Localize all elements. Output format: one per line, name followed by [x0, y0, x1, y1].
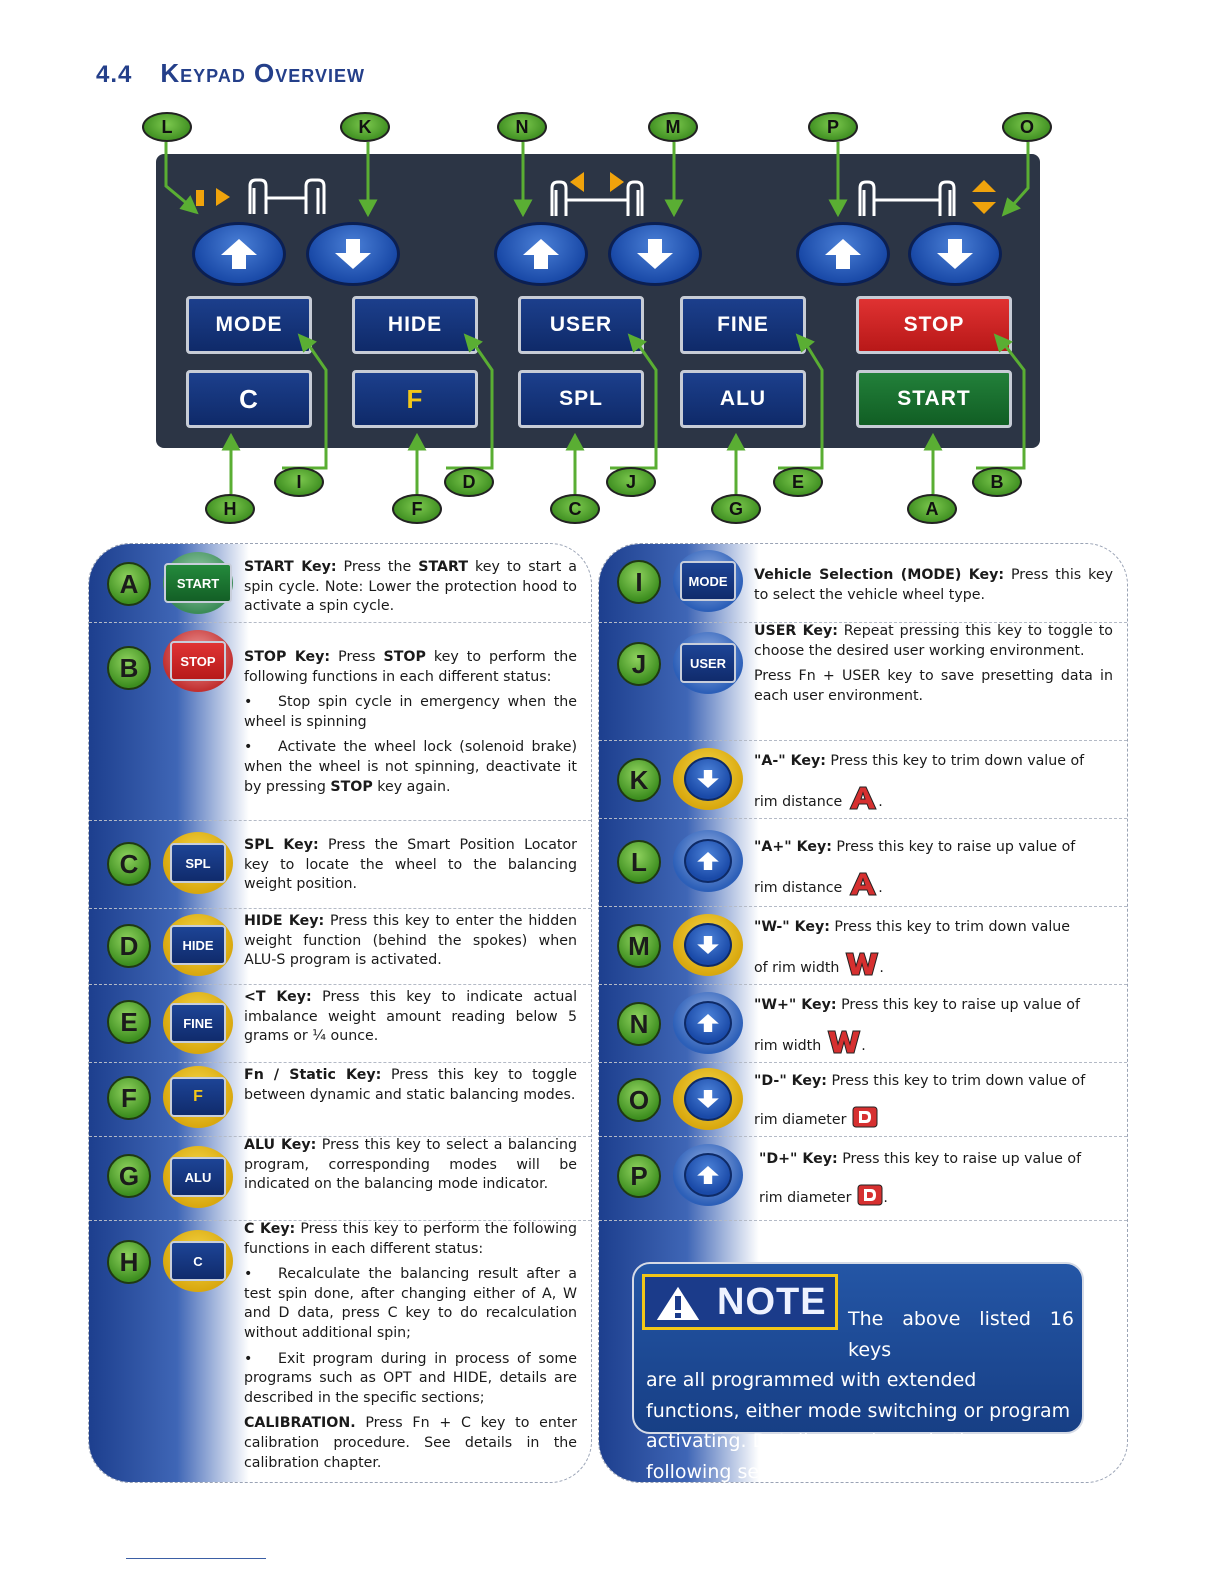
rim-diameter-up-button[interactable]: [796, 222, 890, 286]
alu-key-icon: ALU: [163, 1146, 233, 1208]
rim-width-up-button[interactable]: [494, 222, 588, 286]
row-letter: L: [617, 840, 661, 884]
callout-I: I: [274, 467, 324, 497]
callout-P: P: [808, 112, 858, 142]
row-letter: N: [617, 1002, 661, 1046]
callout-M: M: [648, 112, 698, 142]
rim-distance-up-button[interactable]: [192, 222, 286, 286]
row-letter: F: [107, 1076, 151, 1120]
callout-O: O: [1002, 112, 1052, 142]
key-row-A: A START START Key: Press the START key to start a spin cycle. Note: Lower the protection hood to activate a spin cycle.: [89, 544, 591, 623]
rim-diameter-symbol-icon: [857, 1184, 883, 1206]
user-key[interactable]: USER: [518, 296, 644, 354]
section-number: 4.4: [96, 61, 133, 88]
arrow-down-icon: [673, 748, 743, 810]
callout-B: B: [972, 467, 1022, 497]
note-box: [632, 1262, 1084, 1483]
section-heading: [96, 58, 365, 89]
row-letter: A: [107, 562, 151, 606]
hide-key[interactable]: HIDE: [352, 296, 478, 354]
fine-key[interactable]: FINE: [680, 296, 806, 354]
spl-key[interactable]: SPL: [518, 370, 644, 428]
row-letter: I: [617, 560, 661, 604]
row-letter: G: [107, 1154, 151, 1198]
key-row-G: G ALU ALU Key: Press this key to select a balancing program, corresponding modes will be indicated on the balancing mode indicator.: [89, 1136, 591, 1221]
start-key[interactable]: START: [856, 370, 1012, 428]
key-row-F: F F Fn / Static Key: Press this key to toggle between dynamic and static balancing modes.: [89, 1062, 591, 1137]
rim-width-symbol-icon: [827, 1030, 861, 1054]
rim-diameter-symbol-icon: [852, 1106, 878, 1128]
left-key-table: [88, 543, 592, 1483]
hide-key-icon: HIDE: [163, 914, 233, 976]
fn-key-icon: F: [163, 1066, 233, 1128]
arrow-up-icon: [673, 830, 743, 892]
key-row-P: P "D+" Key: Press this key to raise up value of rim diameter .: [599, 1136, 1127, 1221]
callout-L: L: [142, 112, 192, 142]
row-letter: B: [107, 646, 151, 690]
key-row-B: B STOP STOP Key: Press STOP key to perform the following functions in each different status: • Stop spin cycle in emergency when the wheel is spinning • Activate the wheel lock (solenoid brake) when the wheel is not spinning, deactivate it by pressing STOP key again.: [89, 622, 591, 821]
key-row-C: C SPL SPL Key: Press the Smart Position Locator key to locate the wheel to the balancing weight position.: [89, 820, 591, 909]
callout-G: G: [711, 494, 761, 524]
row-letter: P: [617, 1154, 661, 1198]
key-row-M: M "W-" Key: Press this key to trim down value of rim width .: [599, 906, 1127, 985]
note-body: are all programmed with extended functions, either mode switching or program activating. Details are shown in the following sections.: [646, 1369, 1071, 1483]
key-row-O: O "D-" Key: Press this key to trim down value of rim diameter: [599, 1062, 1127, 1137]
rim-width-icon: [546, 168, 656, 220]
callout-N: N: [497, 112, 547, 142]
start-key-icon: START: [163, 552, 233, 614]
key-row-L: L "A+" Key: Press this key to raise up value of rim distance .: [599, 818, 1127, 907]
arrow-down-icon: [673, 914, 743, 976]
key-row-J: J USER USER Key: Repeat pressing this key to toggle to choose the desired user working environment. Press Fn + USER key to save presetting data in each user environment.: [599, 622, 1127, 741]
arrow-down-icon: [673, 1068, 743, 1130]
rim-distance-down-button[interactable]: [306, 222, 400, 286]
rim-diameter-down-button[interactable]: [908, 222, 1002, 286]
key-row-H: H C C Key: Press this key to perform the following functions in each different status: • Recalculate the balancing result after a test spin done, after changing either of A, W and D data, press C key to do recalculation without additional spin; • Exit program during in process of some programs such as OPT and HIDE, details are described in the specific sections; CALIBRATION. Press Fn + C key to enter calibration procedure. See details in the calibration chapter.: [89, 1220, 591, 1482]
callout-H: H: [205, 494, 255, 524]
arrow-up-icon: [673, 992, 743, 1054]
spl-key-icon: SPL: [163, 832, 233, 894]
note-label: NOTE: [717, 1280, 827, 1323]
section-title: Keypad Overview: [160, 58, 365, 88]
key-row-D: D HIDE HIDE Key: Press this key to enter the hidden weight function (behind the spokes) when ALU-S program is activated.: [89, 908, 591, 985]
keypad-panel: [156, 154, 1040, 448]
stop-key-icon: STOP: [163, 630, 233, 692]
key-row-N: N "W+" Key: Press this key to raise up value of rim width .: [599, 984, 1127, 1063]
mode-key-icon: MODE: [673, 550, 743, 612]
fine-key-icon: FINE: [163, 992, 233, 1054]
row-letter: D: [107, 924, 151, 968]
fn-key[interactable]: F: [352, 370, 478, 428]
row-letter: J: [617, 642, 661, 686]
callout-K: K: [340, 112, 390, 142]
row-letter: C: [107, 842, 151, 886]
mode-key[interactable]: MODE: [186, 296, 312, 354]
footer-rule: [126, 1558, 266, 1559]
rim-diameter-icon: [854, 176, 1004, 220]
callout-C: C: [550, 494, 600, 524]
rim-width-down-button[interactable]: [608, 222, 702, 286]
key-row-I: I MODE Vehicle Selection (MODE) Key: Press this key to select the vehicle wheel type.: [599, 544, 1127, 623]
row-letter: O: [617, 1078, 661, 1122]
callout-E: E: [773, 467, 823, 497]
c-key[interactable]: C: [186, 370, 312, 428]
row-letter: H: [107, 1240, 151, 1284]
row-letter: E: [107, 1000, 151, 1044]
stop-key[interactable]: STOP: [856, 296, 1012, 354]
callout-J: J: [606, 467, 656, 497]
key-row-E: E FINE <T Key: Press this key to indicate actual imbalance weight amount reading below 5 grams or ¼ ounce.: [89, 984, 591, 1063]
note-first-line: The above listed 16 keys: [848, 1308, 1074, 1361]
callout-A: A: [907, 494, 957, 524]
key-row-K: K "A-" Key: Press this key to trim down value of rim distance .: [599, 740, 1127, 819]
callout-F: F: [392, 494, 442, 524]
user-key-icon: USER: [673, 632, 743, 694]
row-letter: K: [617, 758, 661, 802]
callout-D: D: [444, 467, 494, 497]
row-letter: M: [617, 924, 661, 968]
rim-distance-icon: [194, 176, 354, 220]
rim-distance-symbol-icon: [848, 786, 878, 810]
c-key-icon: C: [163, 1230, 233, 1292]
arrow-up-icon: [673, 1144, 743, 1206]
rim-width-symbol-icon: [845, 952, 879, 976]
rim-distance-symbol-icon: [848, 872, 878, 896]
alu-key[interactable]: ALU: [680, 370, 806, 428]
